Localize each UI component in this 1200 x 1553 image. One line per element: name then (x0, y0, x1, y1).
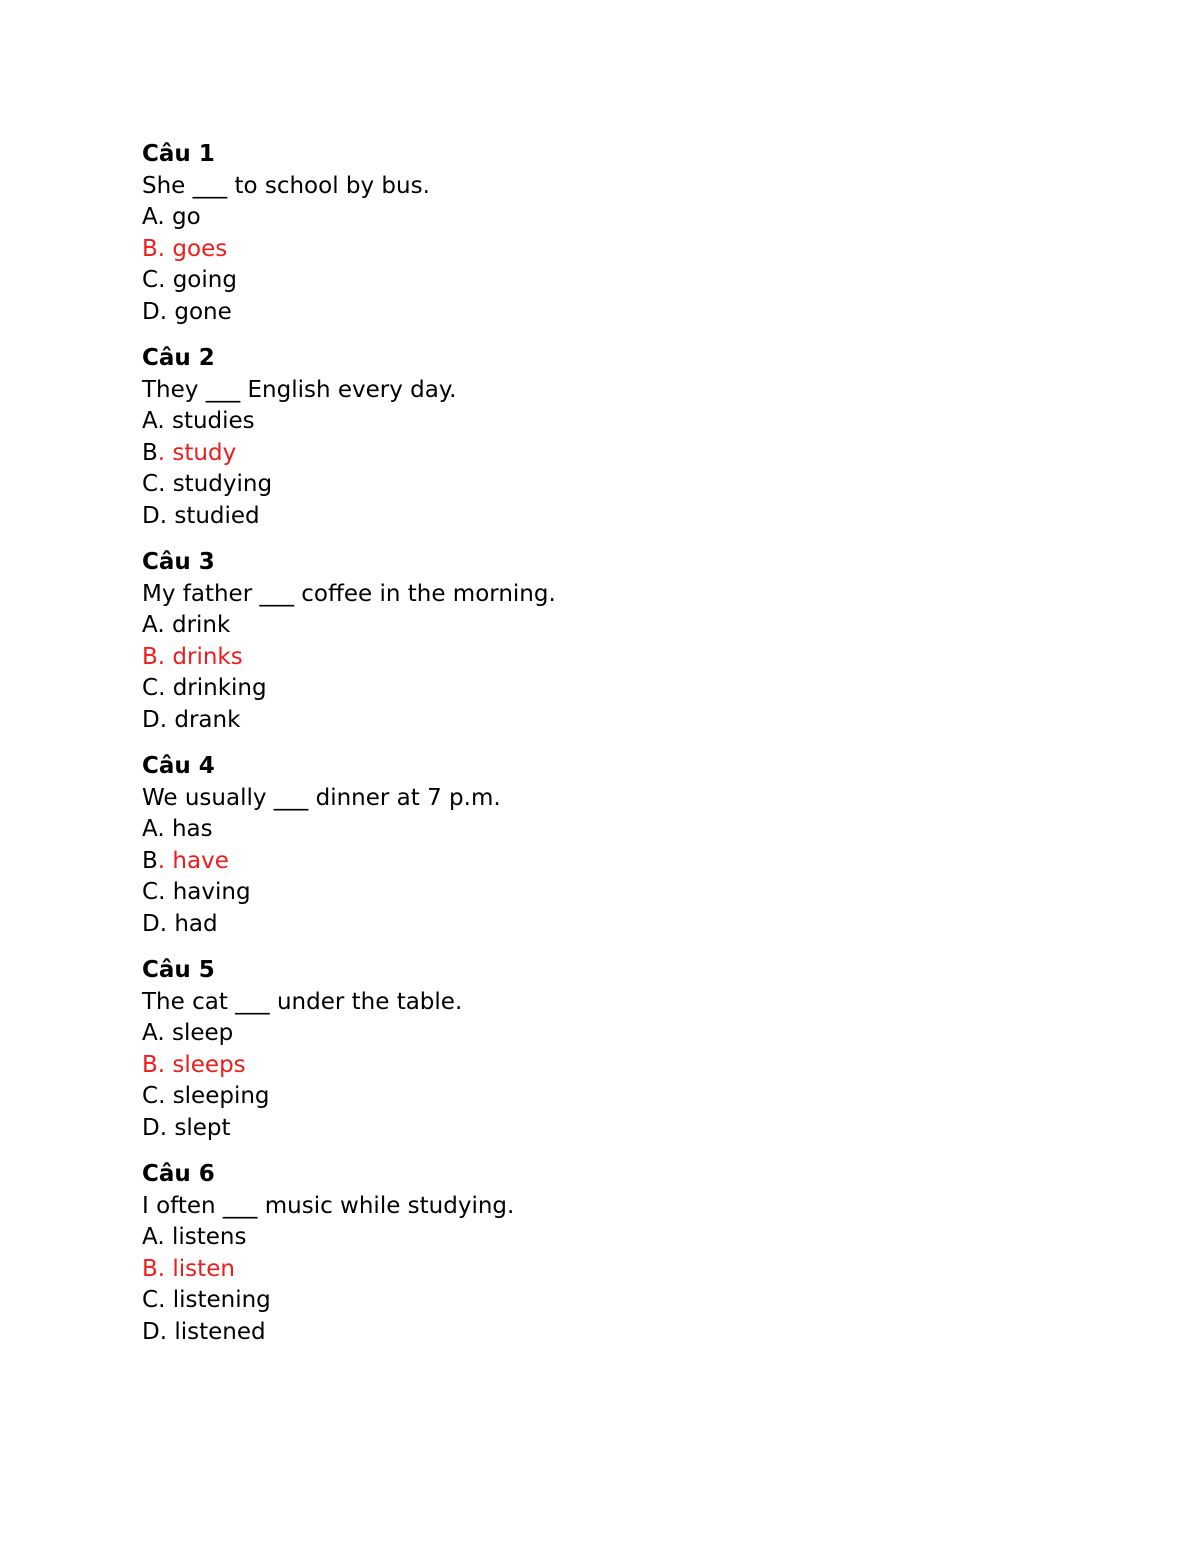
option-text: goes (172, 235, 228, 262)
option-c (142, 673, 1082, 705)
question-prompt: My father ___ coffee in the morning. (142, 580, 556, 607)
option-separator: . (157, 847, 173, 874)
question-title: Câu 2 (142, 345, 215, 371)
option-d (142, 1317, 1082, 1349)
option-d (142, 501, 1082, 533)
question-4 (142, 751, 1082, 940)
option-text: listens (171, 1224, 247, 1250)
question-prompt: I often ___ music while studying. (142, 1192, 515, 1219)
question-6 (142, 1159, 1082, 1348)
option-letter: C (142, 1083, 159, 1109)
option-separator: . (158, 471, 173, 497)
option-a (142, 610, 1082, 642)
option-separator: . (157, 439, 173, 466)
option-text: drinks (172, 643, 243, 670)
option-text: had (174, 910, 218, 937)
option-c (142, 877, 1082, 909)
option-b (142, 846, 1082, 878)
option-b (142, 1050, 1082, 1082)
option-c (142, 265, 1082, 297)
option-letter: B (142, 439, 158, 466)
option-separator: . (158, 879, 173, 905)
question-prompt: The cat ___ under the table. (142, 988, 463, 1015)
option-b (142, 1254, 1082, 1286)
option-c (142, 469, 1082, 501)
option-letter: B (142, 1051, 158, 1078)
option-text: listened (174, 1318, 266, 1345)
option-text: listening (172, 1287, 271, 1313)
option-letter: C (142, 675, 159, 701)
option-letter: A (142, 612, 158, 638)
question-prompt: She ___ to school by bus. (142, 172, 430, 199)
option-text: going (172, 267, 237, 293)
option-letter: A (142, 408, 158, 434)
option-separator: . (159, 502, 175, 529)
option-text: listen (172, 1255, 235, 1282)
option-a (142, 814, 1082, 846)
option-a (142, 1222, 1082, 1254)
option-letter: B (142, 847, 158, 874)
option-text: drank (174, 706, 241, 733)
option-letter: D (142, 1114, 160, 1141)
option-letter: C (142, 1287, 159, 1313)
option-d (142, 1113, 1082, 1145)
option-separator: . (159, 1318, 175, 1345)
question-prompt: We usually ___ dinner at 7 p.m. (142, 784, 501, 811)
option-separator: . (157, 1255, 173, 1282)
option-text: study (172, 439, 237, 466)
option-separator: . (157, 1020, 172, 1046)
option-text: drinking (172, 675, 267, 701)
question-prompt: They ___ English every day. (142, 376, 457, 403)
option-a (142, 1018, 1082, 1050)
option-separator: . (157, 235, 173, 262)
question-title: Câu 4 (142, 753, 215, 779)
option-text: studied (174, 502, 260, 529)
option-separator: . (157, 1224, 172, 1250)
option-letter: C (142, 879, 159, 905)
option-a (142, 406, 1082, 438)
option-letter: D (142, 502, 160, 529)
option-separator: . (157, 816, 172, 842)
option-text: sleep (171, 1020, 234, 1046)
option-letter: C (142, 267, 159, 293)
option-c (142, 1081, 1082, 1113)
option-text: studies (171, 408, 255, 434)
option-letter: B (142, 1255, 158, 1282)
question-title: Câu 6 (142, 1161, 215, 1187)
question-5 (142, 955, 1082, 1144)
option-separator: . (159, 298, 175, 325)
option-letter: B (142, 235, 158, 262)
question-title: Câu 5 (142, 957, 215, 983)
option-separator: . (158, 1287, 173, 1313)
option-letter: A (142, 1020, 158, 1046)
option-separator: . (157, 643, 173, 670)
question-3 (142, 547, 1082, 736)
option-c (142, 1285, 1082, 1317)
option-b (142, 642, 1082, 674)
option-a (142, 202, 1082, 234)
question-1 (142, 139, 1082, 328)
option-d (142, 705, 1082, 737)
option-letter: A (142, 204, 158, 230)
option-text: have (172, 847, 229, 874)
option-text: drink (171, 612, 231, 638)
option-separator: . (157, 408, 172, 434)
option-letter: A (142, 816, 158, 842)
option-separator: . (157, 612, 172, 638)
option-separator: . (159, 910, 175, 937)
option-separator: . (157, 1051, 173, 1078)
option-separator: . (159, 706, 175, 733)
option-text: sleeping (172, 1083, 270, 1109)
option-d (142, 909, 1082, 941)
option-text: slept (174, 1114, 231, 1141)
option-text: sleeps (172, 1051, 246, 1078)
option-letter: D (142, 1318, 160, 1345)
option-separator: . (158, 267, 173, 293)
option-text: studying (172, 471, 273, 497)
option-text: has (171, 816, 213, 842)
option-text: having (172, 879, 251, 905)
option-letter: C (142, 471, 159, 497)
option-letter: D (142, 706, 160, 733)
option-letter: B (142, 643, 158, 670)
document-page (142, 139, 1082, 1363)
option-text: go (171, 204, 201, 230)
option-separator: . (158, 675, 173, 701)
option-separator: . (157, 204, 172, 230)
option-text: gone (174, 298, 232, 325)
option-d (142, 297, 1082, 329)
question-2 (142, 343, 1082, 532)
question-title: Câu 1 (142, 141, 215, 167)
option-letter: A (142, 1224, 158, 1250)
option-letter: D (142, 298, 160, 325)
option-separator: . (159, 1114, 175, 1141)
option-letter: D (142, 910, 160, 937)
option-b (142, 438, 1082, 470)
option-separator: . (158, 1083, 173, 1109)
question-title: Câu 3 (142, 549, 215, 575)
option-b (142, 234, 1082, 266)
